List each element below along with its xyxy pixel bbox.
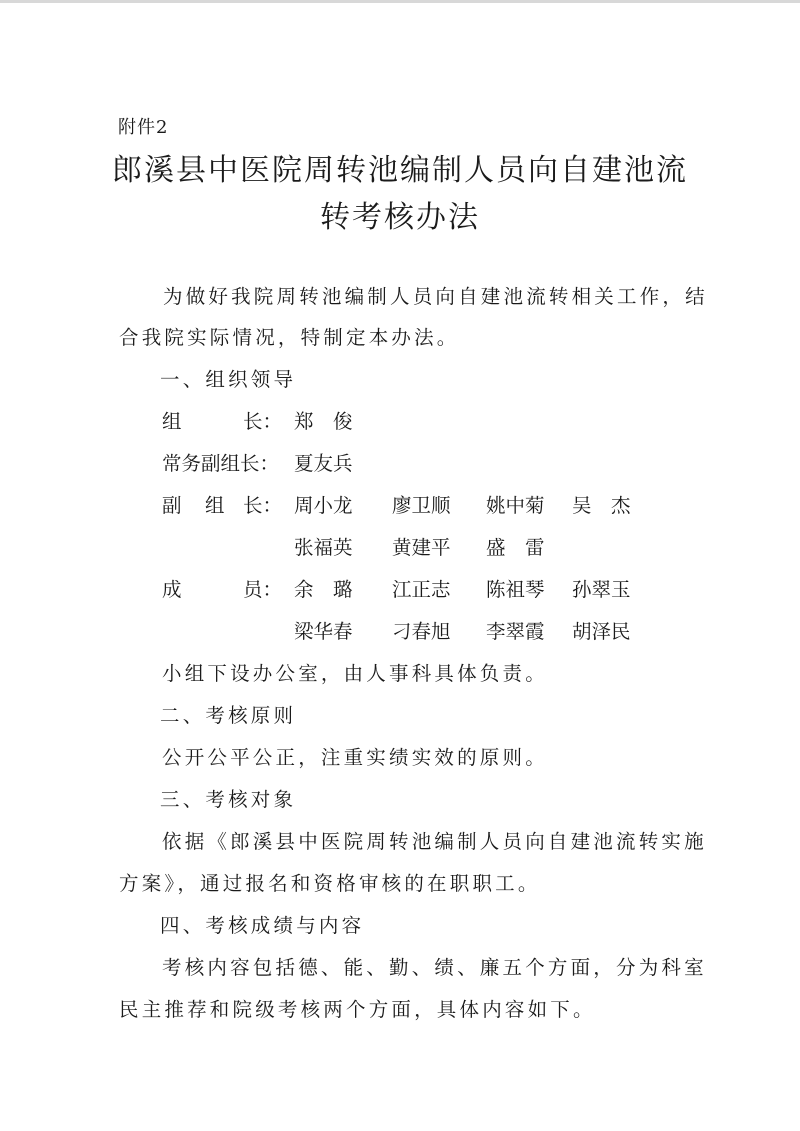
document-title-line-2: 转考核办法: [320, 200, 480, 235]
members-label-char-2: 员：: [243, 578, 283, 601]
exec-deputy-name: 夏友兵: [294, 452, 353, 475]
members-label-char-1: 成: [162, 578, 182, 601]
content-paragraph-line-2: 民主推荐和院级考核两个方面，具体内容如下。: [119, 998, 596, 1021]
intro-paragraph-line-2: 合我院实际情况，特制定本办法。: [119, 326, 460, 349]
member-name: 孙翠玉: [572, 578, 631, 601]
deputy-name: 吴 杰: [572, 494, 631, 517]
intro-paragraph-line-1: 为做好我院周转池编制人员向自建池流转相关工作，结: [163, 285, 708, 308]
deputy-name: 周小龙: [294, 494, 353, 517]
principle-text: 公开公平公正，注重实绩实效的原则。: [162, 746, 548, 769]
document-title-line-1: 郎溪县中医院周转池编制人员向自建池流: [112, 153, 688, 188]
deputy-name: 盛 雷: [486, 536, 545, 559]
deputies-label-char-1: 副: [162, 494, 182, 517]
section-heading-1: 一、组织领导: [160, 368, 297, 391]
office-note: 小组下设办公室，由人事科具体负责。: [162, 662, 548, 685]
leader-label-char-1: 组: [162, 410, 182, 433]
deputy-name: 黄建平: [392, 536, 451, 559]
deputy-name: 张福英: [294, 536, 353, 559]
section-heading-3: 三、考核对象: [160, 788, 297, 811]
exec-deputy-label: 常务副组长：: [162, 452, 280, 475]
deputy-name: 廖卫顺: [392, 494, 451, 517]
deputies-label-char-2: 组: [205, 494, 225, 517]
section-heading-2: 二、考核原则: [160, 704, 297, 727]
member-name: 梁华春: [294, 620, 353, 643]
member-name: 陈祖琴: [486, 578, 545, 601]
leader-label-char-2: 长：: [243, 410, 283, 433]
target-paragraph-line-2: 方案》，通过报名和资格审核的在职职工。: [119, 872, 541, 895]
content-paragraph-line-1: 考核内容包括德、能、勤、绩、廉五个方面，分为科室: [162, 956, 707, 979]
deputies-label-char-3: 长：: [243, 494, 283, 517]
attachment-label: 附件2: [118, 117, 169, 138]
member-name: 刁春旭: [392, 620, 451, 643]
member-name: 余 璐: [294, 578, 353, 601]
deputy-name: 姚中菊: [486, 494, 545, 517]
target-paragraph-line-1: 依据《郎溪县中医院周转池编制人员向自建池流转实施: [162, 830, 707, 853]
leader-name: 郑 俊: [294, 410, 353, 433]
section-heading-4: 四、考核成绩与内容: [160, 914, 365, 937]
member-name: 胡泽民: [572, 620, 631, 643]
scan-top-edge: [0, 0, 800, 3]
member-name: 李翠霞: [486, 620, 545, 643]
member-name: 江正志: [392, 578, 451, 601]
